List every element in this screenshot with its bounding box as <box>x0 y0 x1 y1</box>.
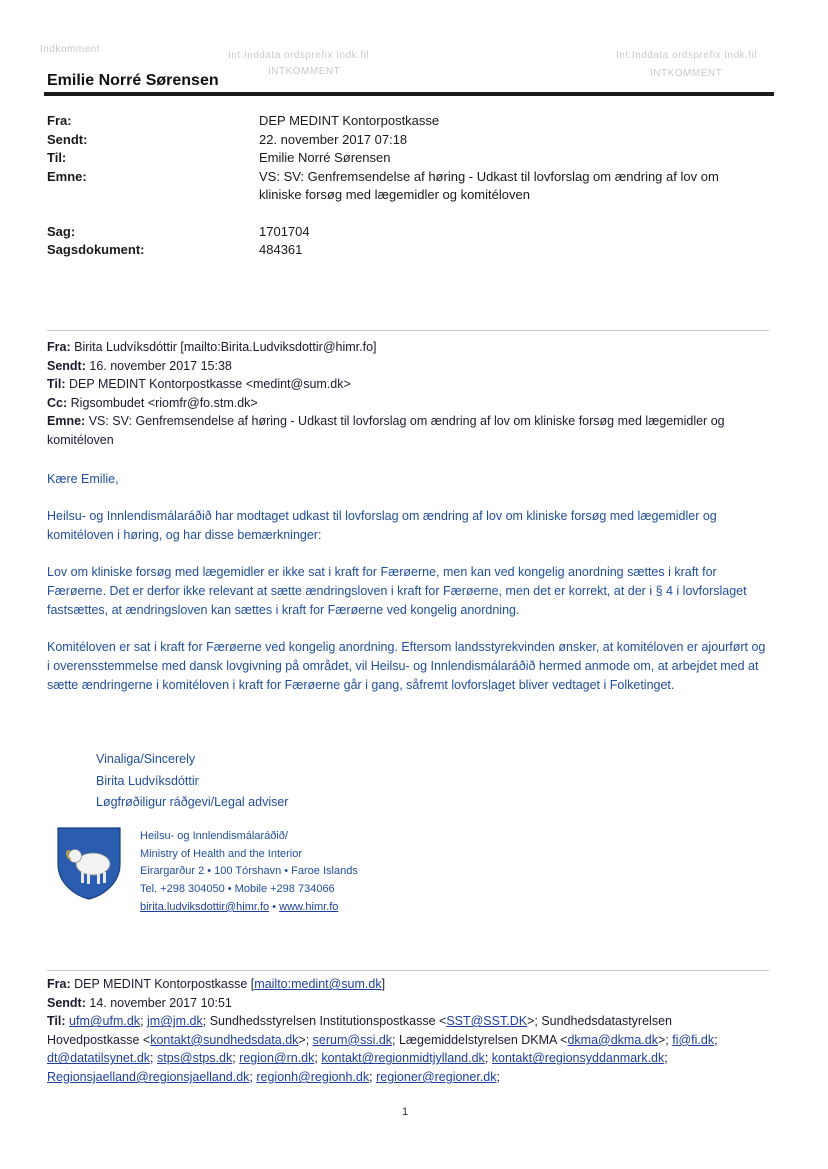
recipient-list <box>47 1014 718 1084</box>
email-meta <box>47 112 777 260</box>
fwd2-from-line <box>47 975 767 994</box>
recipient-text: ; <box>369 1069 377 1084</box>
recipient-email-link[interactable]: kontakt@regionmidtjylland.dk <box>321 1051 485 1066</box>
scan-mark: Indkomment <box>40 44 101 55</box>
meta-label: Fra: <box>47 113 72 128</box>
meta-case <box>47 223 777 242</box>
fwd-label: Fra: <box>47 340 71 354</box>
recipient-email-link[interactable]: stps@stps.dk <box>156 1051 233 1066</box>
org-address: Eirargarður 2 • 100 Tórshavn • Faroe Islands <box>140 865 358 878</box>
recipient-text: ; <box>714 1032 718 1047</box>
org-phone: Tel. +298 304050 • Mobile +298 734066 <box>140 883 335 896</box>
fwd2-to-line <box>47 1012 767 1086</box>
recipient-text: ; <box>664 1051 668 1066</box>
fwd-value: DEP MEDINT Kontorpostkasse <medint@sum.dk> <box>69 377 351 392</box>
recipient-text: >; <box>657 1032 673 1047</box>
meta-value: DEP MEDINT Kontorpostkasse <box>259 113 440 128</box>
fwd-value: 14. november 2017 10:51 <box>89 995 232 1010</box>
fwd-cc-line <box>47 394 767 413</box>
scan-mark: INTKOMMENT <box>650 68 723 79</box>
recipient-email-link[interactable]: serum@ssi.dk <box>312 1032 393 1047</box>
signature-block <box>96 749 288 814</box>
recipient-text: ; Lægemiddelstyrelsen DKMA < <box>392 1032 568 1047</box>
recipient-text: ; <box>232 1051 240 1066</box>
meta-value: 22. november 2017 07:18 <box>259 131 408 147</box>
meta-value: 484361 <box>259 242 303 257</box>
meta-subject <box>47 168 777 205</box>
meta-from <box>47 112 777 131</box>
fwd-value-end: ] <box>381 977 386 991</box>
org-name: Heilsu- og Innlendismálaráðið/ <box>140 830 288 842</box>
recipient-email-link[interactable]: regionh@regionh.dk <box>256 1069 370 1084</box>
page-number: 1 <box>402 1106 409 1118</box>
fwd-from-line <box>47 338 767 357</box>
org-email-link[interactable]: birita.ludviksdottir@himr.fo <box>140 900 270 913</box>
fwd-subject-line <box>47 412 767 449</box>
recipient-email-link[interactable]: region@rn.dk <box>239 1051 315 1066</box>
meta-label: Sagsdokument: <box>47 242 145 257</box>
recipient-email-link[interactable]: dt@datatilsynet.dk <box>47 1051 151 1066</box>
fwd2-from-link[interactable]: mailto:medint@sum.dk <box>254 977 382 991</box>
recipient-email-link[interactable]: dkma@dkma.dk <box>567 1032 658 1047</box>
meta-value: 1701704 <box>259 223 310 239</box>
meta-sent <box>47 131 777 150</box>
recipient-text: ; <box>140 1014 148 1029</box>
recipient-text: ; Sundhedsstyrelsen Institutionspostkasse < <box>202 1014 447 1029</box>
header-rule <box>44 92 774 96</box>
fwd-value: DEP MEDINT Kontorpostkasse [ <box>74 977 255 991</box>
body-paragraph: Lov om kliniske forsøg med lægemidler er ikke sat i kraft for Færøerne, men kan ved kongelig anordning sættes i kraft for Færøerne. Det er derfor ikke relevant at sætte ændringsloven i kraft for Færøerne, men det er korrekt, at der i § 4 i lovforslaget fastsættes, at ændringsloven kan sættes i kraft for Færøerne ved kongelig anordning. <box>47 565 747 617</box>
separator-rule <box>47 330 769 331</box>
coat-of-arms-icon <box>56 826 122 900</box>
recipient-text: ; <box>314 1051 322 1066</box>
org-separator: • <box>269 900 280 913</box>
meta-label: Emne: <box>47 168 87 184</box>
signature-title: Løgfrøðiligur ráðgevi/Legal adviser <box>96 795 289 809</box>
recipient-email-link[interactable]: SST@SST.DK <box>446 1014 528 1029</box>
scan-mark: Int.Inddata ordsprefix Indk.fil <box>228 50 370 61</box>
recipient-email-link[interactable]: regioner@regioner.dk <box>376 1069 497 1084</box>
recipient-text: >; Sundhedsdatastyrelsen Hovedpostkasse < <box>47 1014 672 1047</box>
meta-label: Sag: <box>47 223 76 239</box>
fwd-value: Rigsombudet <riomfr@fo.stm.dk> <box>70 395 258 410</box>
meta-label: Til: <box>47 150 67 165</box>
signature-closing: Vinaliga/Sincerely <box>96 752 196 766</box>
fwd-sent-line <box>47 357 767 376</box>
recipient-email-link[interactable]: kontakt@sundhedsdata.dk <box>150 1032 299 1047</box>
separator-rule <box>47 970 769 971</box>
meta-label: Sendt: <box>47 131 88 147</box>
fwd2-sent-line <box>47 994 767 1013</box>
org-contact <box>140 899 358 917</box>
fwd-value: Birita Ludvíksdóttir [mailto:Birita.Ludviksdottir@himr.fo] <box>74 340 377 354</box>
mailbox-owner: Emilie Norré Sørensen <box>47 72 219 89</box>
fwd-label: Cc: <box>47 395 68 410</box>
fwd-label: Sendt: <box>47 358 86 373</box>
recipient-text: >; <box>298 1032 313 1047</box>
meta-spacer <box>47 205 777 223</box>
forward-header <box>47 338 767 450</box>
meta-value: VS: SV: Genfremsendelse af høring - Udkast til lovforslag om ændring af lov om kliniske forsøg med lægemidler og komitéloven <box>259 168 719 202</box>
recipient-text: ; <box>249 1069 257 1084</box>
forward-header-2 <box>47 975 767 1087</box>
org-block <box>140 828 358 917</box>
recipient-email-link[interactable]: jm@jm.dk <box>147 1014 203 1029</box>
fwd-value: VS: SV: Genfremsendelse af høring - Udkast til lovforslag om ændring af lov om kliniske forsøg med lægemidler og komitéloven <box>47 414 725 447</box>
meta-value: Emilie Norré Sørensen <box>259 150 391 165</box>
fwd-label: Sendt: <box>47 995 86 1010</box>
fwd-value: 16. november 2017 15:38 <box>89 358 232 373</box>
meta-casedoc <box>47 241 777 260</box>
fwd-label: Fra: <box>47 977 71 991</box>
meta-to <box>47 149 777 168</box>
greeting: Kære Emilie, <box>47 472 119 486</box>
scan-mark: Int.Inddata ordsprefix Indk.fil <box>616 50 758 61</box>
fwd-label: Til: <box>47 377 66 392</box>
recipient-text: ; <box>150 1051 157 1066</box>
fwd-to-line <box>47 375 767 394</box>
signature-name: Birita Ludvíksdóttir <box>96 773 199 788</box>
org-name-en: Ministry of Health and the Interior <box>140 847 303 860</box>
recipient-email-link[interactable]: fi@fi.dk <box>672 1032 715 1047</box>
recipient-email-link[interactable]: ufm@ufm.dk <box>69 1014 141 1029</box>
recipient-email-link[interactable]: kontakt@regionsyddanmark.dk <box>491 1051 665 1066</box>
recipient-text: ; <box>496 1069 500 1084</box>
recipient-text: ; <box>484 1051 492 1066</box>
fwd-label: Emne: <box>47 414 86 429</box>
org-web-link[interactable]: www.himr.fo <box>279 900 339 913</box>
body-paragraph: Komitéloven er sat i kraft for Færøerne ved kongelig anordning. Eftersom landsstyrekvinden ønsker, at komitéloven er ajourført og i overensstemmelse med dansk lovgivning på området, vil Heilsu- og Innlendismálaráðið hermed anmode om, at arbejdet med at sætte ændringerne i komitéloven i kraft for Færøerne går i gang, såfremt lovforslaget bliver vedtaget i Folketinget. <box>47 640 766 692</box>
body-paragraph: Heilsu- og Innlendismálaráðið har modtaget udkast til lovforslag om ændring af lov om kliniske forsøg med lægemidler og komitéloven i høring, og har disse bemærkninger: <box>47 509 717 542</box>
recipient-email-link[interactable]: Regionsjaelland@regionsjaelland.dk <box>47 1069 250 1084</box>
scan-mark: INTKOMMENT <box>268 66 341 77</box>
fwd-label: Til: <box>47 1014 66 1029</box>
